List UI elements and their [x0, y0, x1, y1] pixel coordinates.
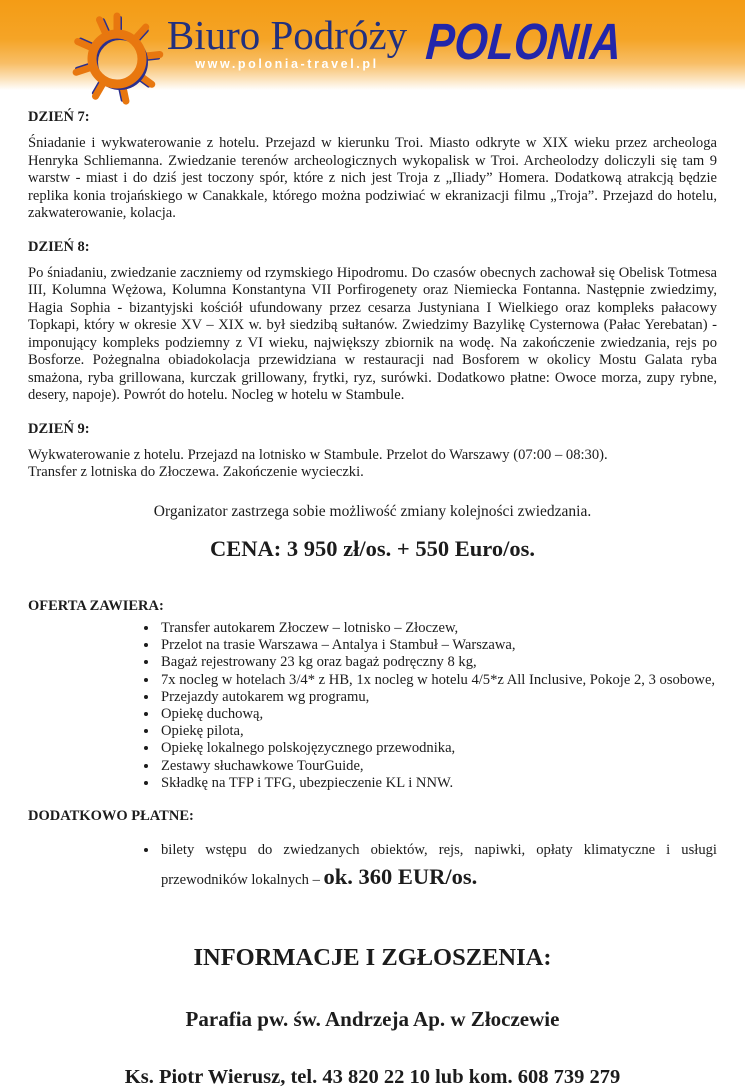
extra-cost-list	[28, 840, 717, 894]
brand-url: www.polonia-travel.pl	[195, 57, 379, 72]
day-9-line1: Wykwaterowanie z hotelu. Przejazd na lotnisko w Stambule. Przelot do Warszawy (07:00 – 08:30).	[28, 446, 608, 463]
day-9-text	[28, 447, 717, 482]
footer-title: INFORMACJE I ZGŁOSZENIA:	[193, 943, 552, 971]
day-8-section	[28, 239, 717, 405]
offer-item: • Opiekę duchową,	[159, 706, 717, 723]
extra-cost-text: bilety wstępu do zwiedzanych obiektów, rejs, napiwki, opłaty klimatyczne i usługi przewodników lokalnych –	[161, 842, 717, 889]
offer-item: • Transfer autokarem Złoczew – lotnisko – Złoczew,	[159, 620, 717, 637]
brand-logo-text: POLONIA	[424, 13, 624, 70]
offer-item: • Przelot na trasie Warszawa – Antalya i Stambuł – Warszawa,	[159, 637, 717, 654]
offer-section	[28, 598, 717, 792]
contact-footer	[28, 944, 717, 1089]
price-line: CENA: 3 950 zł/os. + 550 Euro/os.	[210, 536, 535, 561]
day-8-heading: DZIEŃ 8:	[28, 238, 90, 255]
extra-cost-price: ok. 360 EUR/os.	[323, 864, 478, 890]
extra-cost-section	[28, 808, 717, 894]
offer-list	[28, 620, 717, 792]
day-8-text: Po śniadaniu, zwiedzanie zaczniemy od rzymskiego Hipodromu. Do czasów obecnych zachował się Obelisk Totmesa III, Kolumna Wężowa, Kolumna Konstantyna VII Porfirogenety oraz Niemiecka Fontanna. Następnie zwiedzimy, Hagia Sophia - bizantyjski kościół ufundowany przez cesarza Justyniana I Wielkiego oraz kompleks pałacowy Topkapi, który w okresie XV – XIX w. był siedzibą sułtanów. Zwiedzimy Bazylikę Cysternowa (Pałac Yerebatan) - imponujący kompleks podziemny z VI wieku, największy zbiornik na wodę. Na zakończenie zwiedzania, rejs po Bosforze. Pożegnalna obiadokolacja przewidziana w restauracji nad Bosforem w okolicy Mostu Galata ryba smażona, ryba grillowana, kurczak grillowany, frytki, ryz, surówki. Dodatkowo płatne: Owoce morza, zupy rybne, desery, napoje). Powrót do hotelu. Nocleg w hotelu w Stambule.	[28, 264, 717, 403]
footer-contact: Ks. Piotr Wierusz, tel. 43 820 22 10 lub kom. 608 739 279	[124, 1065, 621, 1088]
day-9-heading: DZIEŃ 9:	[28, 420, 90, 437]
offer-item: • Opiekę lokalnego polskojęzycznego przewodnika,	[159, 740, 717, 757]
footer-parish: Parafia pw. św. Andrzeja Ap. w Złoczewie	[185, 1006, 560, 1031]
offer-heading: OFERTA ZAWIERA:	[28, 598, 164, 614]
header-banner	[0, 0, 745, 93]
offer-item: • Przejazdy autokarem wg programu,	[159, 689, 717, 706]
extra-cost-item	[159, 840, 717, 894]
day-9-section	[28, 421, 717, 482]
extra-cost-heading: DODATKOWO PŁATNE:	[28, 808, 194, 825]
organizer-notice: Organizator zastrzega sobie możliwość zmiany kolejności zwiedzania.	[153, 502, 592, 520]
offer-item: • Składkę na TFP i TFG, ubezpieczenie KL i NNW.	[159, 775, 717, 792]
brand-title: Biuro Podróży	[166, 12, 408, 58]
sun-icon	[22, 4, 207, 122]
offer-item: • 7x nocleg w hotelach 3/4* z HB, 1x nocleg w hotelu 4/5*z All Inclusive, Pokoje 2, 3 osobowe,	[159, 672, 717, 689]
day-9-line2: Transfer z lotniska do Złoczewa. Zakończenie wycieczki.	[28, 464, 364, 480]
day-7-heading: DZIEŃ 7:	[28, 109, 90, 125]
day-7-section	[28, 109, 717, 223]
offer-item: • Opiekę pilota,	[159, 723, 717, 740]
offer-item: • Zestawy słuchawkowe TourGuide,	[159, 758, 717, 775]
day-7-text: Śniadanie i wykwaterowanie z hotelu. Przejazd w kierunku Troi. Miasto odkryte w XIX wieku przez archeologa Henryka Schliemanna. Zwiedzanie terenów archeologicznych wykopalisk w Troi. Archeolodzy doliczyli się tam 9 warstw - miast i do dziś jest toczony spór, które z nich jest Troja z „Iliady” Homera. Dodatkową atrakcją będzie replika konia trojańskiego w Canakkale, którego można podziwiać w ekranizacji filmu „Troja”. Przejazd do hotelu, zakwaterowanie, kolacja.	[28, 135, 717, 221]
offer-item: • Bagaż rejestrowany 23 kg oraz bagaż podręczny 8 kg,	[159, 654, 717, 671]
document-body	[0, 109, 745, 1089]
